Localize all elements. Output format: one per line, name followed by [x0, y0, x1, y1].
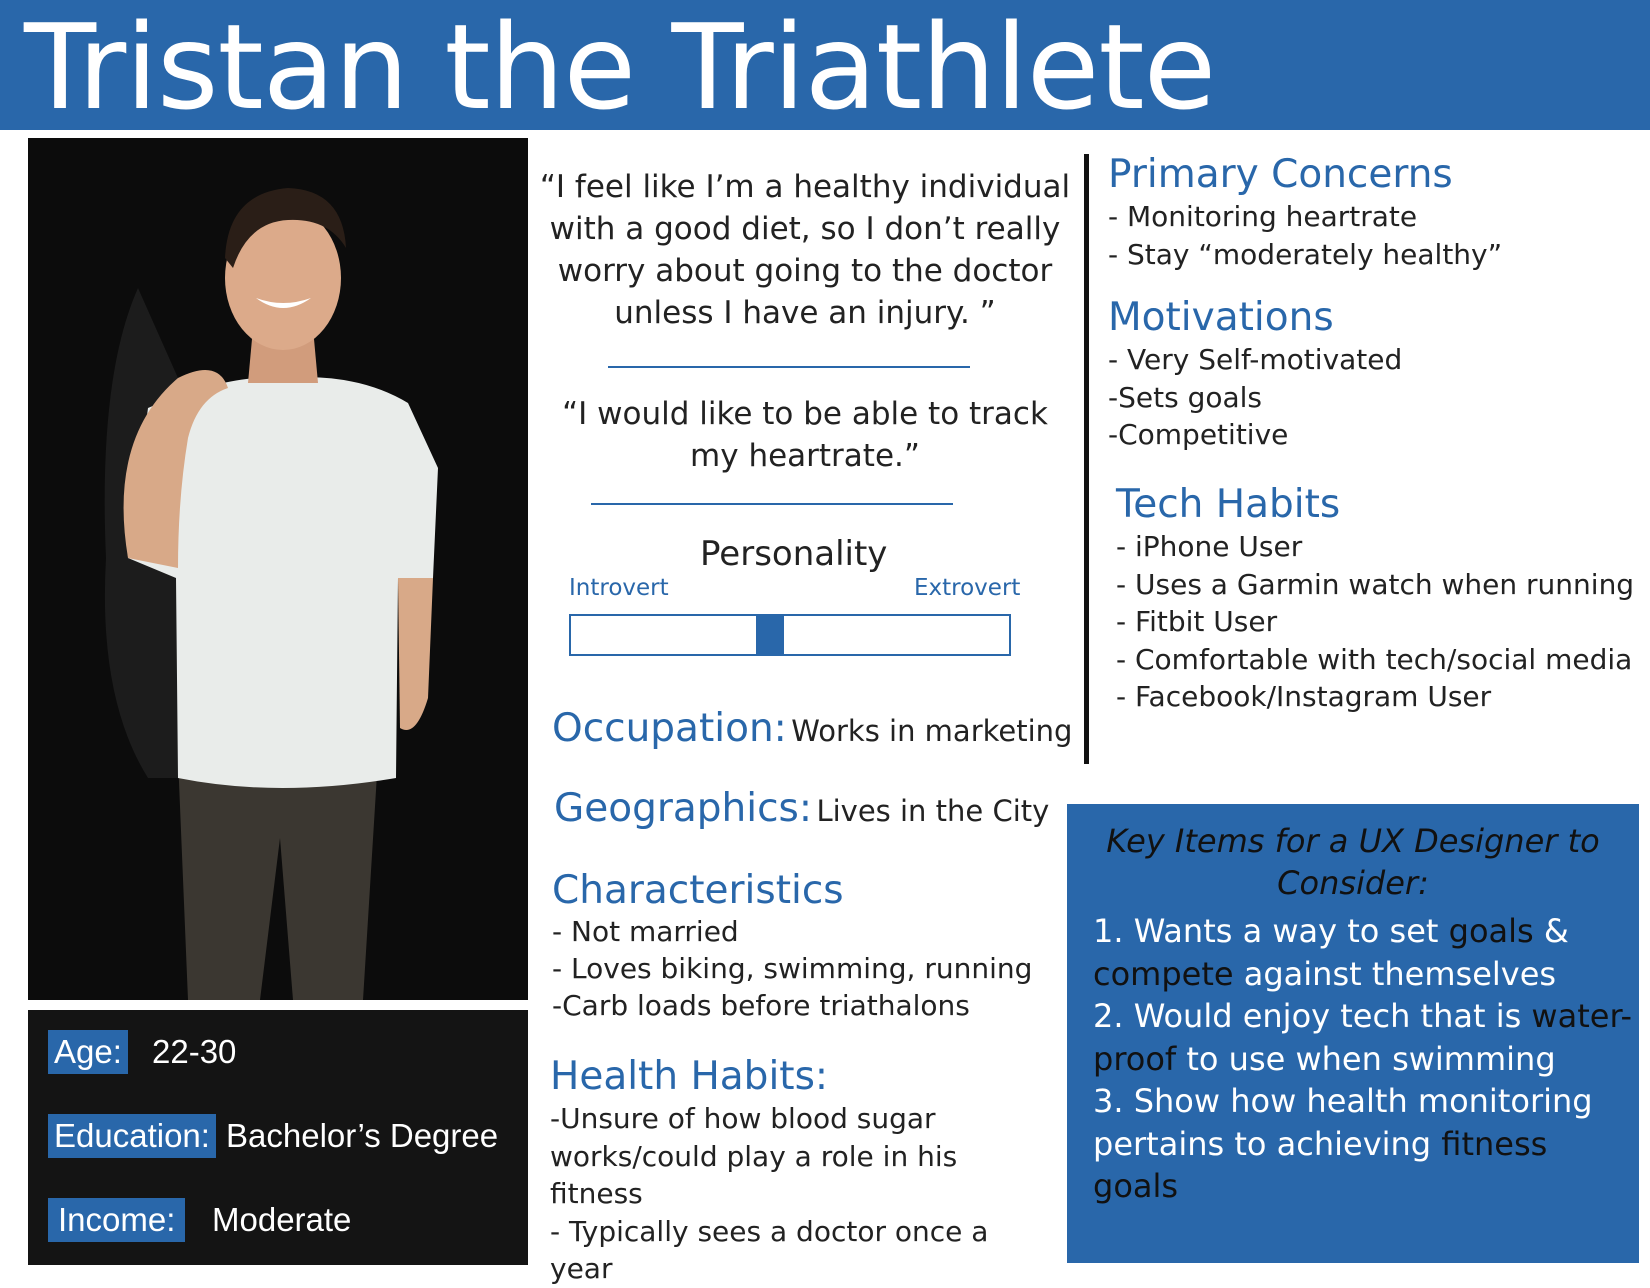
keyword: goals	[1448, 912, 1534, 950]
tech-habits-heading: Tech Habits	[1116, 482, 1341, 527]
list-item: - Monitoring heartrate	[1108, 200, 1418, 233]
list-item: - Loves biking, swimming, running	[552, 952, 1033, 985]
characteristics-list	[552, 913, 1032, 1024]
list-item: - Facebook/Instagram User	[1116, 680, 1492, 713]
demographics-panel	[28, 1010, 528, 1265]
personality-heading: Personality	[700, 534, 888, 574]
geographics-label: Geographics:	[554, 786, 812, 831]
key-item-3: 3. Show how health monitoring pertains to achieving fitness goals	[1093, 1082, 1593, 1205]
list-item: - Uses a Garmin watch when running	[1116, 567, 1635, 601]
list-item: -Unsure of how blood sugar works/could play a role in his fitness	[550, 1102, 958, 1210]
primary-concerns-heading: Primary Concerns	[1108, 152, 1453, 197]
education-value: Bachelor’s Degree	[226, 1117, 499, 1154]
quote-heartrate: “I would like to be able to track my heartrate.”	[562, 396, 1048, 474]
personality-slider-thumb	[756, 616, 784, 654]
keyword: fitness goals	[1093, 1124, 1548, 1205]
characteristics-heading: Characteristics	[552, 868, 844, 913]
keyword: compete	[1093, 954, 1234, 993]
list-item: - Fitbit User	[1116, 605, 1278, 638]
key-item-1: 1. Wants a way to set goals & compete against themselves	[1093, 912, 1569, 993]
list-item: -Carb loads before triathalons	[552, 989, 970, 1022]
key-items-title: Key Items for a UX Designer to Consider:	[1106, 822, 1600, 902]
list-item: - Very Self-motivated	[1108, 343, 1403, 376]
tech-habits-list	[1116, 528, 1636, 716]
age-value: 22-30	[152, 1033, 237, 1070]
income-label: Income:	[48, 1198, 185, 1242]
list-item: - Typically sees a doctor once a year	[550, 1214, 989, 1285]
list-item: -Sets goals	[1108, 380, 1262, 414]
geographics-value: Lives in the City	[816, 794, 1050, 828]
introvert-label: Introvert	[569, 575, 669, 601]
key-items-list	[1093, 910, 1633, 1208]
list-item: - Comfortable with tech/social media	[1116, 642, 1633, 676]
occupation-row	[552, 706, 1072, 751]
quote-divider	[591, 503, 953, 505]
motivations-list	[1108, 341, 1402, 454]
list-item: - iPhone User	[1116, 530, 1303, 563]
health-habits-heading: Health Habits:	[550, 1054, 829, 1099]
geographics-row	[554, 786, 1049, 831]
key-item-2: 2. Would enjoy tech that is water-proof to use when swimming	[1093, 997, 1633, 1078]
list-item: - Stay “moderately healthy”	[1108, 237, 1503, 271]
personality-slider	[569, 614, 1011, 656]
extrovert-label: Extrovert	[914, 575, 1021, 601]
persona-illustration	[28, 138, 528, 1000]
key-items-box	[1067, 804, 1639, 1263]
age-label: Age:	[48, 1030, 128, 1074]
list-item: - Not married	[552, 915, 739, 948]
motivations-heading: Motivations	[1108, 295, 1334, 340]
education-label: Education:	[48, 1114, 216, 1158]
column-divider	[1084, 154, 1089, 764]
quote-divider	[608, 366, 970, 368]
page-title: Tristan the Triathlete	[24, 0, 1216, 136]
primary-concerns-list	[1108, 198, 1502, 273]
occupation-value: Works in marketing	[791, 714, 1073, 748]
health-habits-list	[550, 1100, 1050, 1288]
persona-photo	[28, 138, 528, 1000]
list-item: -Competitive	[1108, 418, 1289, 451]
income-value: Moderate	[212, 1201, 352, 1238]
keyword: water-proof	[1093, 997, 1633, 1078]
occupation-label: Occupation:	[552, 706, 787, 751]
quote-healthy: “I feel like I’m a healthy individual with a good diet, so I don’t really worry about going to the doctor unless I have an injury. ”	[539, 169, 1071, 331]
